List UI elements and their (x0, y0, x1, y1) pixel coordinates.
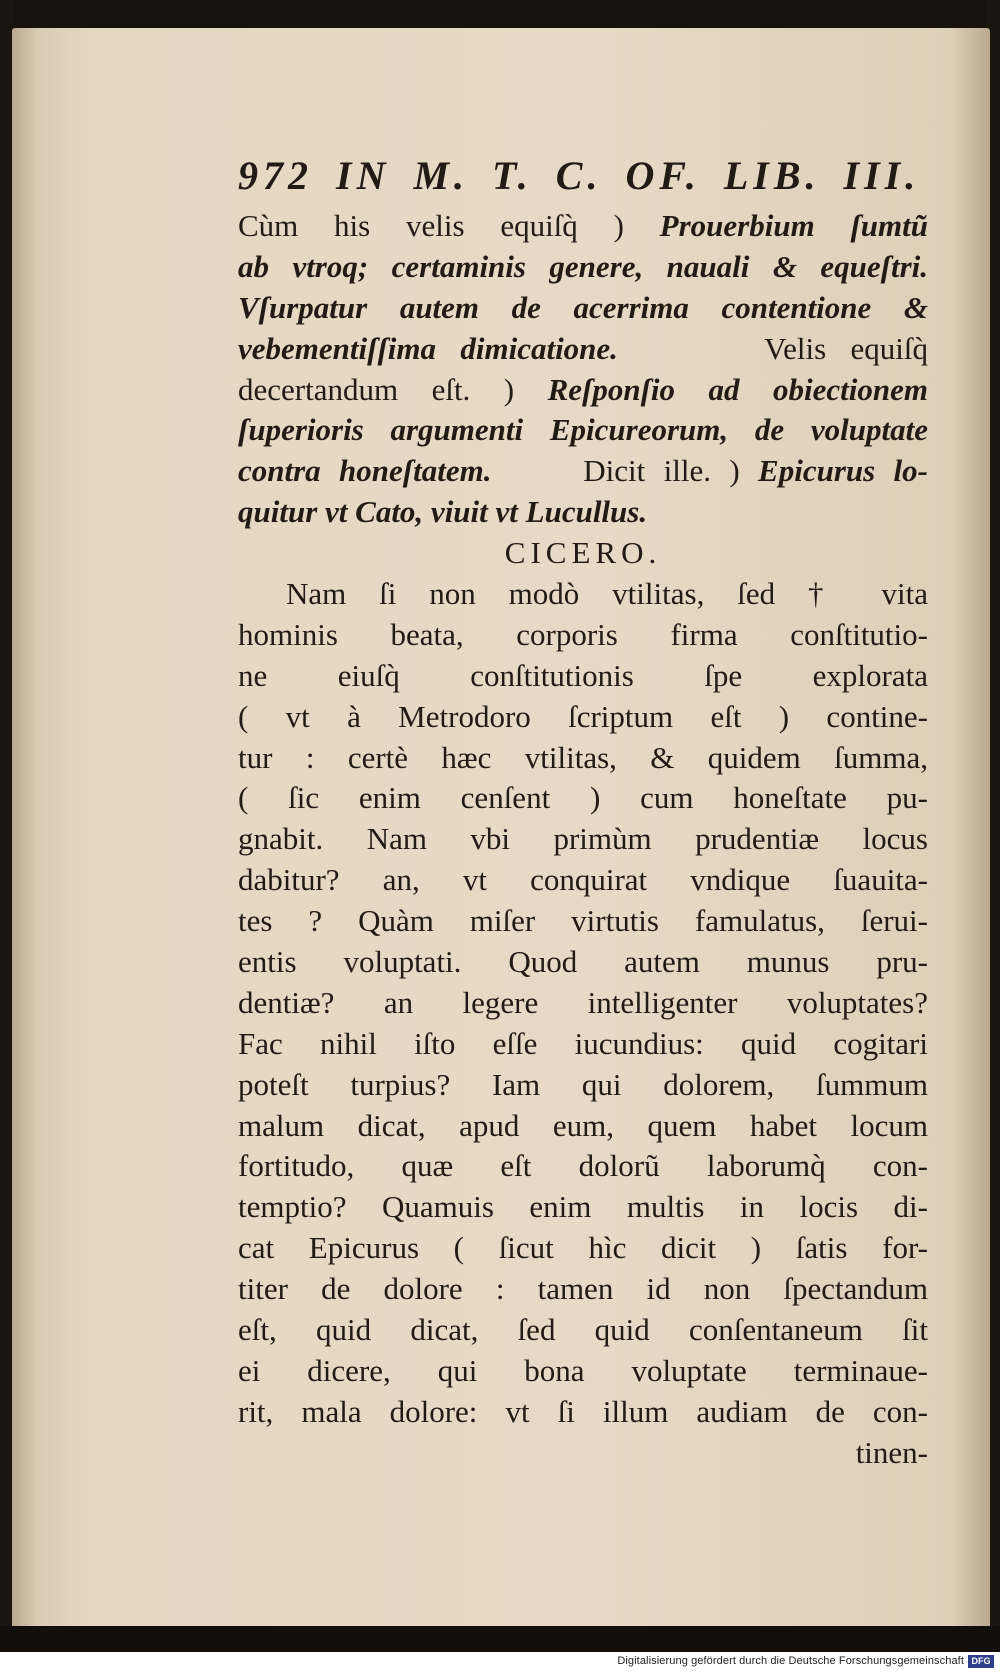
text-line: Vſurpatur autem de acerrima contentione & (238, 289, 928, 325)
text-line: cat Epicurus ( ſicut hìc dicit ) ſatis for- (238, 1230, 928, 1266)
running-title: IN M. T. C. OF. LIB. III. (336, 153, 921, 198)
scan-border-top (0, 0, 1000, 30)
line-text: Velis equiſq̀ (764, 330, 928, 366)
text-line: gnabit. Nam vbi primùm prudentiæ locus (238, 821, 928, 857)
text-line: ( vt à Metrodoro ſcriptum eſt ) contine- (238, 698, 928, 734)
text-line (238, 370, 928, 411)
text-line (238, 451, 928, 492)
text-line: Fac nihil iſto eſſe iucundius: quid cogitari (238, 1025, 928, 1061)
text-line: ſuperioris argumenti Epicureorum, de voluptate (238, 412, 928, 448)
text-line: eſt, quid dicat, ſed quid conſentaneum ſit (238, 1312, 928, 1348)
line-text: Dicit ille. ) (583, 453, 759, 489)
text-line: dentiæ? an legere intelligenter voluptates? (238, 984, 928, 1020)
digitization-credit: Digitalisierung gefördert durch die Deutsche Forschungsgemeinschaft (617, 1655, 964, 1667)
page-number: 972 (238, 153, 313, 198)
text-line: tur : certè hæc vtilitas, & quidem ſumma, (238, 739, 928, 775)
text-line: rit, mala dolore: vt ſi illum audiam de con- (238, 1393, 928, 1429)
line-italic: vebementiſſima dimicatione. (238, 330, 618, 366)
dfg-logo-icon: DFG (968, 1655, 994, 1668)
text-line: dabitur? an, vt conquirat vndique ſuauita- (238, 862, 928, 898)
text-line: titer de dolore : tamen id non ſpectandum (238, 1271, 928, 1307)
text-line: ab vtroq; certaminis genere, nauali & equeſtri. (238, 248, 928, 284)
text-line: ( ſic enim cenſent ) cum honeſtate pu- (238, 780, 928, 816)
line-text: Cùm his velis equiſq̀ ) (238, 208, 660, 243)
catchword: tinen- (855, 1434, 928, 1470)
section-heading: CICERO. (504, 535, 662, 571)
text-line: malum dicat, apud eum, quem habet locum (238, 1107, 928, 1143)
text-line: fortitudo, quæ eſt dolorũ laborumq̀ con- (238, 1148, 928, 1184)
text-line: quitur vt Cato, viuit vt Lucullus. (238, 494, 648, 530)
running-header (238, 150, 928, 206)
page-text (238, 150, 928, 1474)
scan-border-bottom (0, 1626, 1000, 1652)
text-line: entis voluptati. Quod autem munus pru- (238, 944, 928, 980)
text-line: ne eiuſq̀ conſtitutionis ſpe explorata (238, 657, 928, 693)
line-italic: Prouerbium ſumtũ (659, 208, 929, 243)
text-line: tes ? Quàm miſer virtutis famulatus, ſerui- (238, 903, 928, 939)
line-italic: Epicurus lo- (758, 453, 928, 489)
text-line: poteſt turpius? Iam qui dolorem, ſummum (238, 1066, 928, 1102)
line-italic: contra honeſtatem. (238, 453, 492, 489)
line-italic: Reſponſio ad obiectionem (547, 371, 928, 407)
text-line: ei dicere, qui bona voluptate terminaue- (238, 1352, 928, 1388)
text-line (238, 206, 928, 247)
text-line: hominis beata, corporis firma conſtitutio- (238, 616, 928, 652)
line-text: decertandum eſt. ) (238, 371, 548, 407)
text-line (238, 329, 928, 370)
text-line: Nam ſi non modò vtilitas, ſed † vita (286, 576, 928, 612)
text-line: temptio? Quamuis enim multis in locis di- (238, 1189, 928, 1225)
